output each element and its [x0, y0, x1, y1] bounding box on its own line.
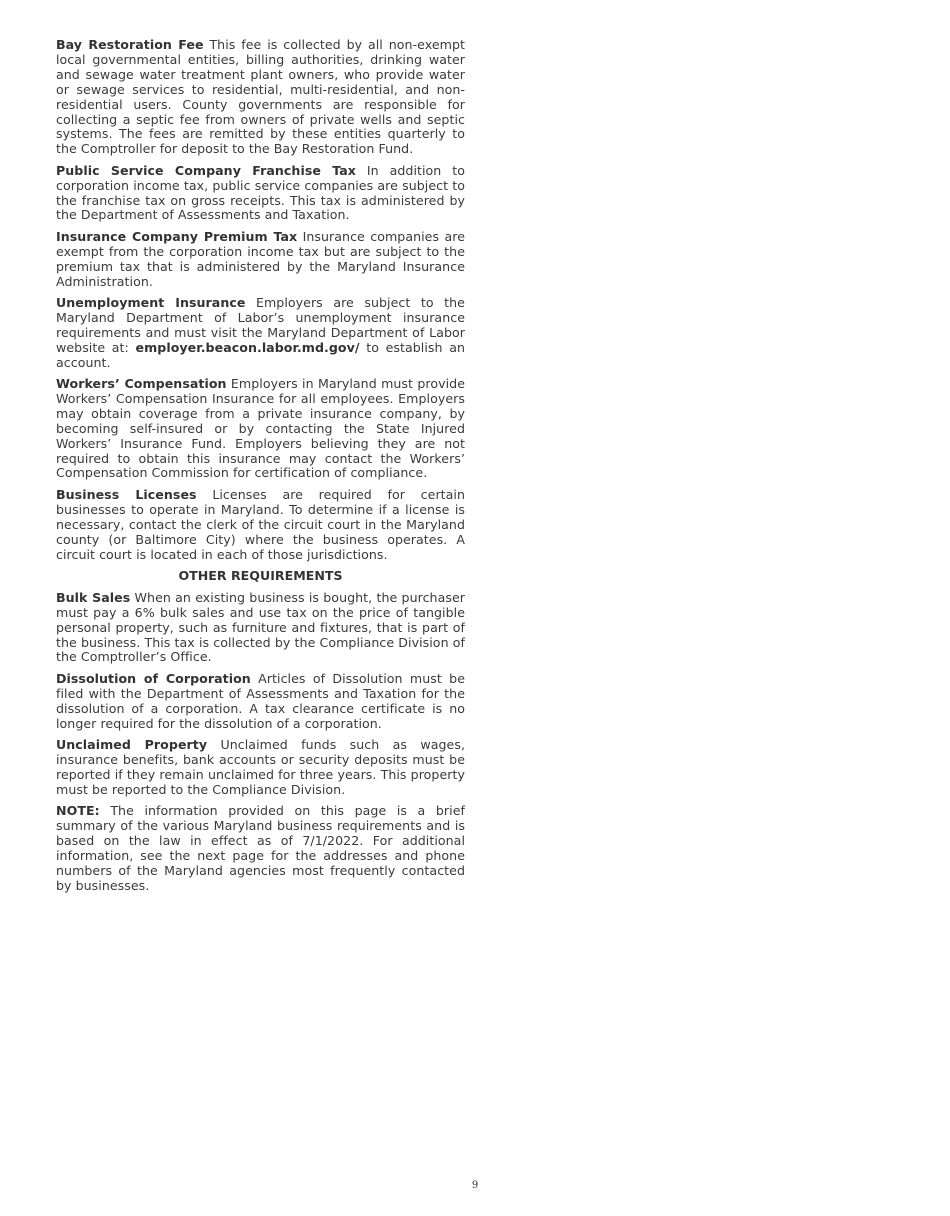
- note-paragraph: [56, 804, 465, 893]
- section-body: Insurance companies are exempt from the corporation income tax but are subject to the premium tax that is administered by the Maryland Insurance Administration.: [56, 228, 465, 289]
- note-label: NOTE:: [56, 803, 100, 819]
- section-title: Business Licenses: [56, 486, 197, 502]
- section-public-service-franchise-tax: [56, 164, 465, 224]
- section-body: When an existing business is bought, the purchaser must pay a 6% bulk sales and use tax on the price of tangible personal property, such as furniture and fixtures, that is part of the business. This tax is collected by the Compliance Division of the Comptroller’s Office.: [56, 589, 465, 665]
- section-body: This fee is collected by all non-exempt local governmental entities, billing authorities, drinking water and sewage water treatment plant owners, who provide water or sewage services to residential, multi-residential, and non-residential users. County governments are responsible for collecting a septic fee from owners of private wells and septic systems. The fees are remitted by these entities quarterly to the Comptroller for deposit to the Bay Restoration Fund.: [56, 37, 465, 157]
- section-unclaimed-property: [56, 738, 465, 798]
- labor-website-link[interactable]: employer.beacon.labor.md.gov/: [135, 339, 360, 355]
- section-body: Articles of Dissolution must be filed with the Department of Assessments and Taxation for the dissolution of a corporation. A tax clearance certificate is no longer required for the dissolution of a corporation.: [56, 670, 465, 731]
- note-body: The information provided on this page is a brief summary of the various Maryland business requirements and is based on the law in effect as of 7/1/2022. For additional information, see the next page for the addresses and phone numbers of the Maryland agencies most frequently contacted by businesses.: [56, 803, 465, 893]
- section-body: Employers in Maryland must provide Workers’ Compensation Insurance for all employees. Employers may obtain coverage from a private insurance company, by becoming self-insured or by contacting the State Injured Workers’ Insurance Fund. Employers believing they are not required to obtain this insurance may contact the Workers’ Compensation Commission for certification of compliance.: [56, 376, 465, 481]
- section-body: Licenses are required for certain businesses to operate in Maryland. To determine if a license is necessary, contact the clerk of the circuit court in the Maryland county (or Baltimore City) where the business operates. A circuit court is located in each of those jurisdictions.: [56, 486, 466, 562]
- section-workers-compensation: [56, 377, 465, 481]
- section-title: Unclaimed Property: [56, 736, 208, 752]
- section-body: Employers are subject to the Maryland Department of Labor’s unemployment insurance requirements and must visit the Maryland Department of Labor website at:: [56, 295, 465, 355]
- other-requirements-heading: OTHER REQUIREMENTS: [178, 567, 343, 583]
- section-title: Insurance Company Premium Tax: [56, 228, 298, 244]
- section-title: Bay Restoration Fee: [56, 37, 204, 52]
- section-title: Bulk Sales: [56, 589, 131, 605]
- section-business-licenses: [56, 488, 465, 563]
- section-bulk-sales: [56, 591, 465, 666]
- section-bay-restoration-fee: [56, 38, 465, 157]
- section-body: In addition to corporation income tax, public service companies are subject to the franchise tax on gross receipts. This tax is administered by the Department of Assessments and Taxation.: [56, 162, 465, 223]
- section-title: Public Service Company Franchise Tax: [56, 162, 356, 178]
- section-dissolution-of-corporation: [56, 672, 465, 732]
- page-number: 9: [471, 1180, 479, 1191]
- document-column: [56, 38, 465, 900]
- section-title: Dissolution of Corporation: [56, 670, 251, 686]
- section-title: Workers’ Compensation: [56, 376, 227, 392]
- section-body: Unclaimed funds such as wages, insurance benefits, bank accounts or security deposits must be reported if they remain unclaimed for three years. This property must be reported to the Compliance Division.: [56, 736, 465, 797]
- section-insurance-premium-tax: [56, 230, 465, 290]
- section-title: Unemployment Insurance: [56, 295, 246, 310]
- section-unemployment-insurance: [56, 296, 465, 371]
- section-body-continued: to establish an account.: [56, 339, 465, 370]
